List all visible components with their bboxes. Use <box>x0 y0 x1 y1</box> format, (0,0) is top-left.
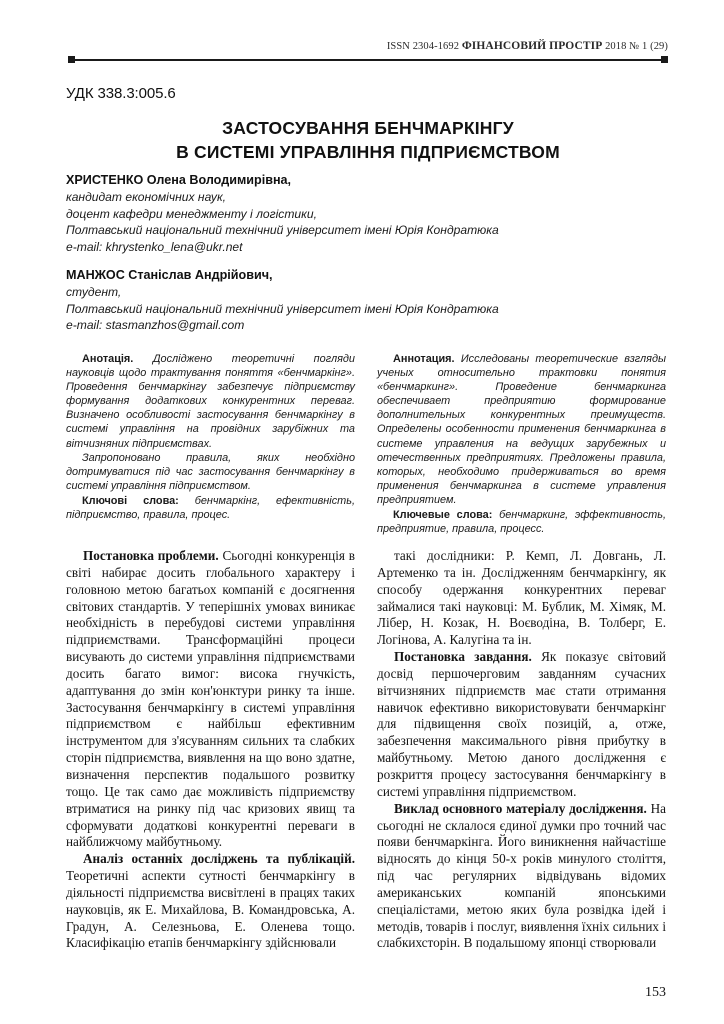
keywords-ru-lead: Ключевые слова: <box>393 508 493 521</box>
issue-text: 2018 № 1 (29) <box>605 41 668 52</box>
author-email[interactable]: e-mail: khrystenko_lena@ukr.net <box>66 239 243 254</box>
section-text-main: На сьогодні не склалося єдиної думки про точний час появи бенчмаркінга. Його виникнення найчастіше відносять до кінця 50-х років минулого століття, під час регулярних відвідувань відомих американських компаній японськими спеціалістами, метою яких була розвідка ідей і методів, товарів і послуг, виявлення їхніх сильних і слабкихсторін. В подальшому японці створювали <box>377 800 666 951</box>
section-text-task: Як показує світовий досвід першочерговим завданням сучасних вітчизняних підприємств має стати отримання навичок ефективно використовувати бенчмаркінг для підвищення своїх позицій, а, отже, забезпечення максимального рівня прибутку в майбутньому. Метою даного дослідження є розкриття процесу застосування бенчмаркінгу в системі управління підприємством. <box>377 649 666 799</box>
keywords-uk-lead: Ключові слова: <box>82 494 179 507</box>
udc-code: УДК 338.3:005.6 <box>66 85 176 102</box>
abstract-ru-lead: Аннотация. <box>393 353 455 365</box>
section-heading-task: Постановка завдання. <box>394 649 532 665</box>
authors-block <box>66 172 668 346</box>
title-line-2: В СИСТЕМІ УПРАВЛІННЯ ПІДПРИЄМСТВОМ <box>176 142 560 162</box>
section-main-material <box>377 801 666 953</box>
section-task-statement <box>377 649 666 801</box>
abstract-uk-paragraph-2: Запропоновано правила, яких необхідно дотримуватися під час застосування бенчмаркінгу в системі управління підприємством. <box>66 452 355 493</box>
author-name: ХРИСТЕНКО Олена Володимирівна, <box>66 173 292 187</box>
author-affiliation: Полтавський національний технічний університет імені Юрія Кондратюка <box>66 301 499 316</box>
author-affiliation: Полтавський національний технічний університет імені Юрія Кондратюка <box>66 223 499 237</box>
page-title <box>68 116 668 164</box>
abstracts-section <box>66 352 666 536</box>
body-column-left <box>66 548 355 952</box>
rule-cap-right-icon <box>661 56 668 63</box>
issn-text: ISSN 2304-1692 <box>386 41 460 52</box>
author-position: студент, <box>66 285 122 299</box>
header-rule <box>68 56 668 63</box>
author-entry-2 <box>66 267 668 334</box>
abstract-uk-text-1: Досліджено теоретичні погляди науковців щодо трактування поняття «бенчмаркінг». Проведення бенчмаркінгу забезпечує підприємству формування додаткових конкурентних переваг. Визначено особливості застосування бенчмаркінгу в системі управління на провідних зарубіжних та вітчизняних підприємствах. <box>66 353 355 450</box>
keywords-uk-text: бенчмаркінг, ефективність, підприємство, правила, процес. <box>66 494 355 522</box>
author-entry-1 <box>66 172 668 255</box>
running-head-text <box>68 40 668 53</box>
author-email[interactable]: e-mail: stasmanzhos@gmail.com <box>66 318 245 332</box>
body-column-right <box>377 548 666 952</box>
abstract-uk-keywords <box>66 494 355 522</box>
keywords-ru-text: бенчмаркинг, эффективность, предприятие, правила, процесс. <box>377 508 666 535</box>
abstract-ukrainian <box>66 352 355 536</box>
section-literature-continued: такі дослідники: Р. Кемп, Л. Довгань, Л. Артеменко та ін. Дослідженням бенчмаркінгу, як способу одержання конкурентних переваг займалися такі науковці: М. Бублик, М. Хімяк, М. Лібер, Н. Козак, Н. Воєводіна, В. Толберг, Е. Логінова, А. Калугіна та ін. <box>377 548 666 648</box>
author-degree: кандидат економічних наук, <box>66 190 227 204</box>
running-head <box>68 40 668 66</box>
section-literature-review <box>66 851 355 952</box>
body-section <box>66 548 666 952</box>
abstract-russian <box>377 352 666 536</box>
abstract-ru-text-1: Исследованы теоретические взгляды ученых относительно трактовки понятия «бенчмаркинг». Проведение бенчмаркинга обеспечивает предприятию формирование дополнительных конкурентных преимуществ. Определены особенности применения бенчмаркинга в системе управления на ведущих зарубежных и отечественных предприятиях. Предложены правила, которых, необходимо придерживаться во время применения бенчмаркинга в системе управления предприятием. <box>377 353 666 506</box>
rule-bar <box>68 59 668 61</box>
abstract-uk-paragraph-1 <box>66 352 355 451</box>
section-heading-literature: Аналіз останніх досліджень та публікацій. <box>83 851 355 867</box>
page-number: 153 <box>645 985 666 1000</box>
journal-name: ФІНАНСОВИЙ ПРОСТІР <box>461 40 603 52</box>
author-name: МАНЖОС Станіслав Андрійович, <box>66 268 273 282</box>
abstract-uk-lead: Анотація. <box>82 353 134 365</box>
section-text-literature: Теоретичні аспекти сутності бенчмаркінгу в діяльності підприємства висвітлені в працях таких науковців, як Е. Михайлова, В. Командровська, А. Градун, А. Селезньова, Е. Оленева тощо. Класифікацію етапів бенчмаркінгу здійснювали <box>66 868 355 951</box>
section-problem-statement <box>66 548 355 851</box>
section-heading-main: Виклад основного матеріалу дослідження. <box>394 800 647 816</box>
abstract-ru-keywords <box>377 508 666 536</box>
section-heading-problem: Постановка проблеми. <box>83 548 219 563</box>
abstract-ru-paragraph-1 <box>377 352 666 507</box>
author-position: доцент кафедри менеджменту і логістики, <box>66 206 317 221</box>
section-text-problem: Сьогодні конкуренція в світі набирає досить глобального характеру і головною метою багатьох компаній є досягнення світових стандартів. У теперішніх умовах виникає необхідність в перебудові системи управління підприємствами. Трансформаційні процеси висувають до системи управління підприємствами досить багато вимог: висока гнучкість, адаптування до змін кон'юнктури ринку та інше. Застосування бенчмаркінгу в системі управління підприємством є найбільш ефективним інструментом для з'ясуванням сильних та слабких сторін підприємства, виявлення на що воно здатне, визначення перспектив подальшого розвитку тощо. Це так само дає можливість підприємству втриматися на ринку під час кризових явищ та сформувати додаткові конкурентні переваги в найближчому майбутньому. <box>66 548 355 850</box>
title-line-1: ЗАСТОСУВАННЯ БЕНЧМАРКІНГУ <box>222 118 514 138</box>
